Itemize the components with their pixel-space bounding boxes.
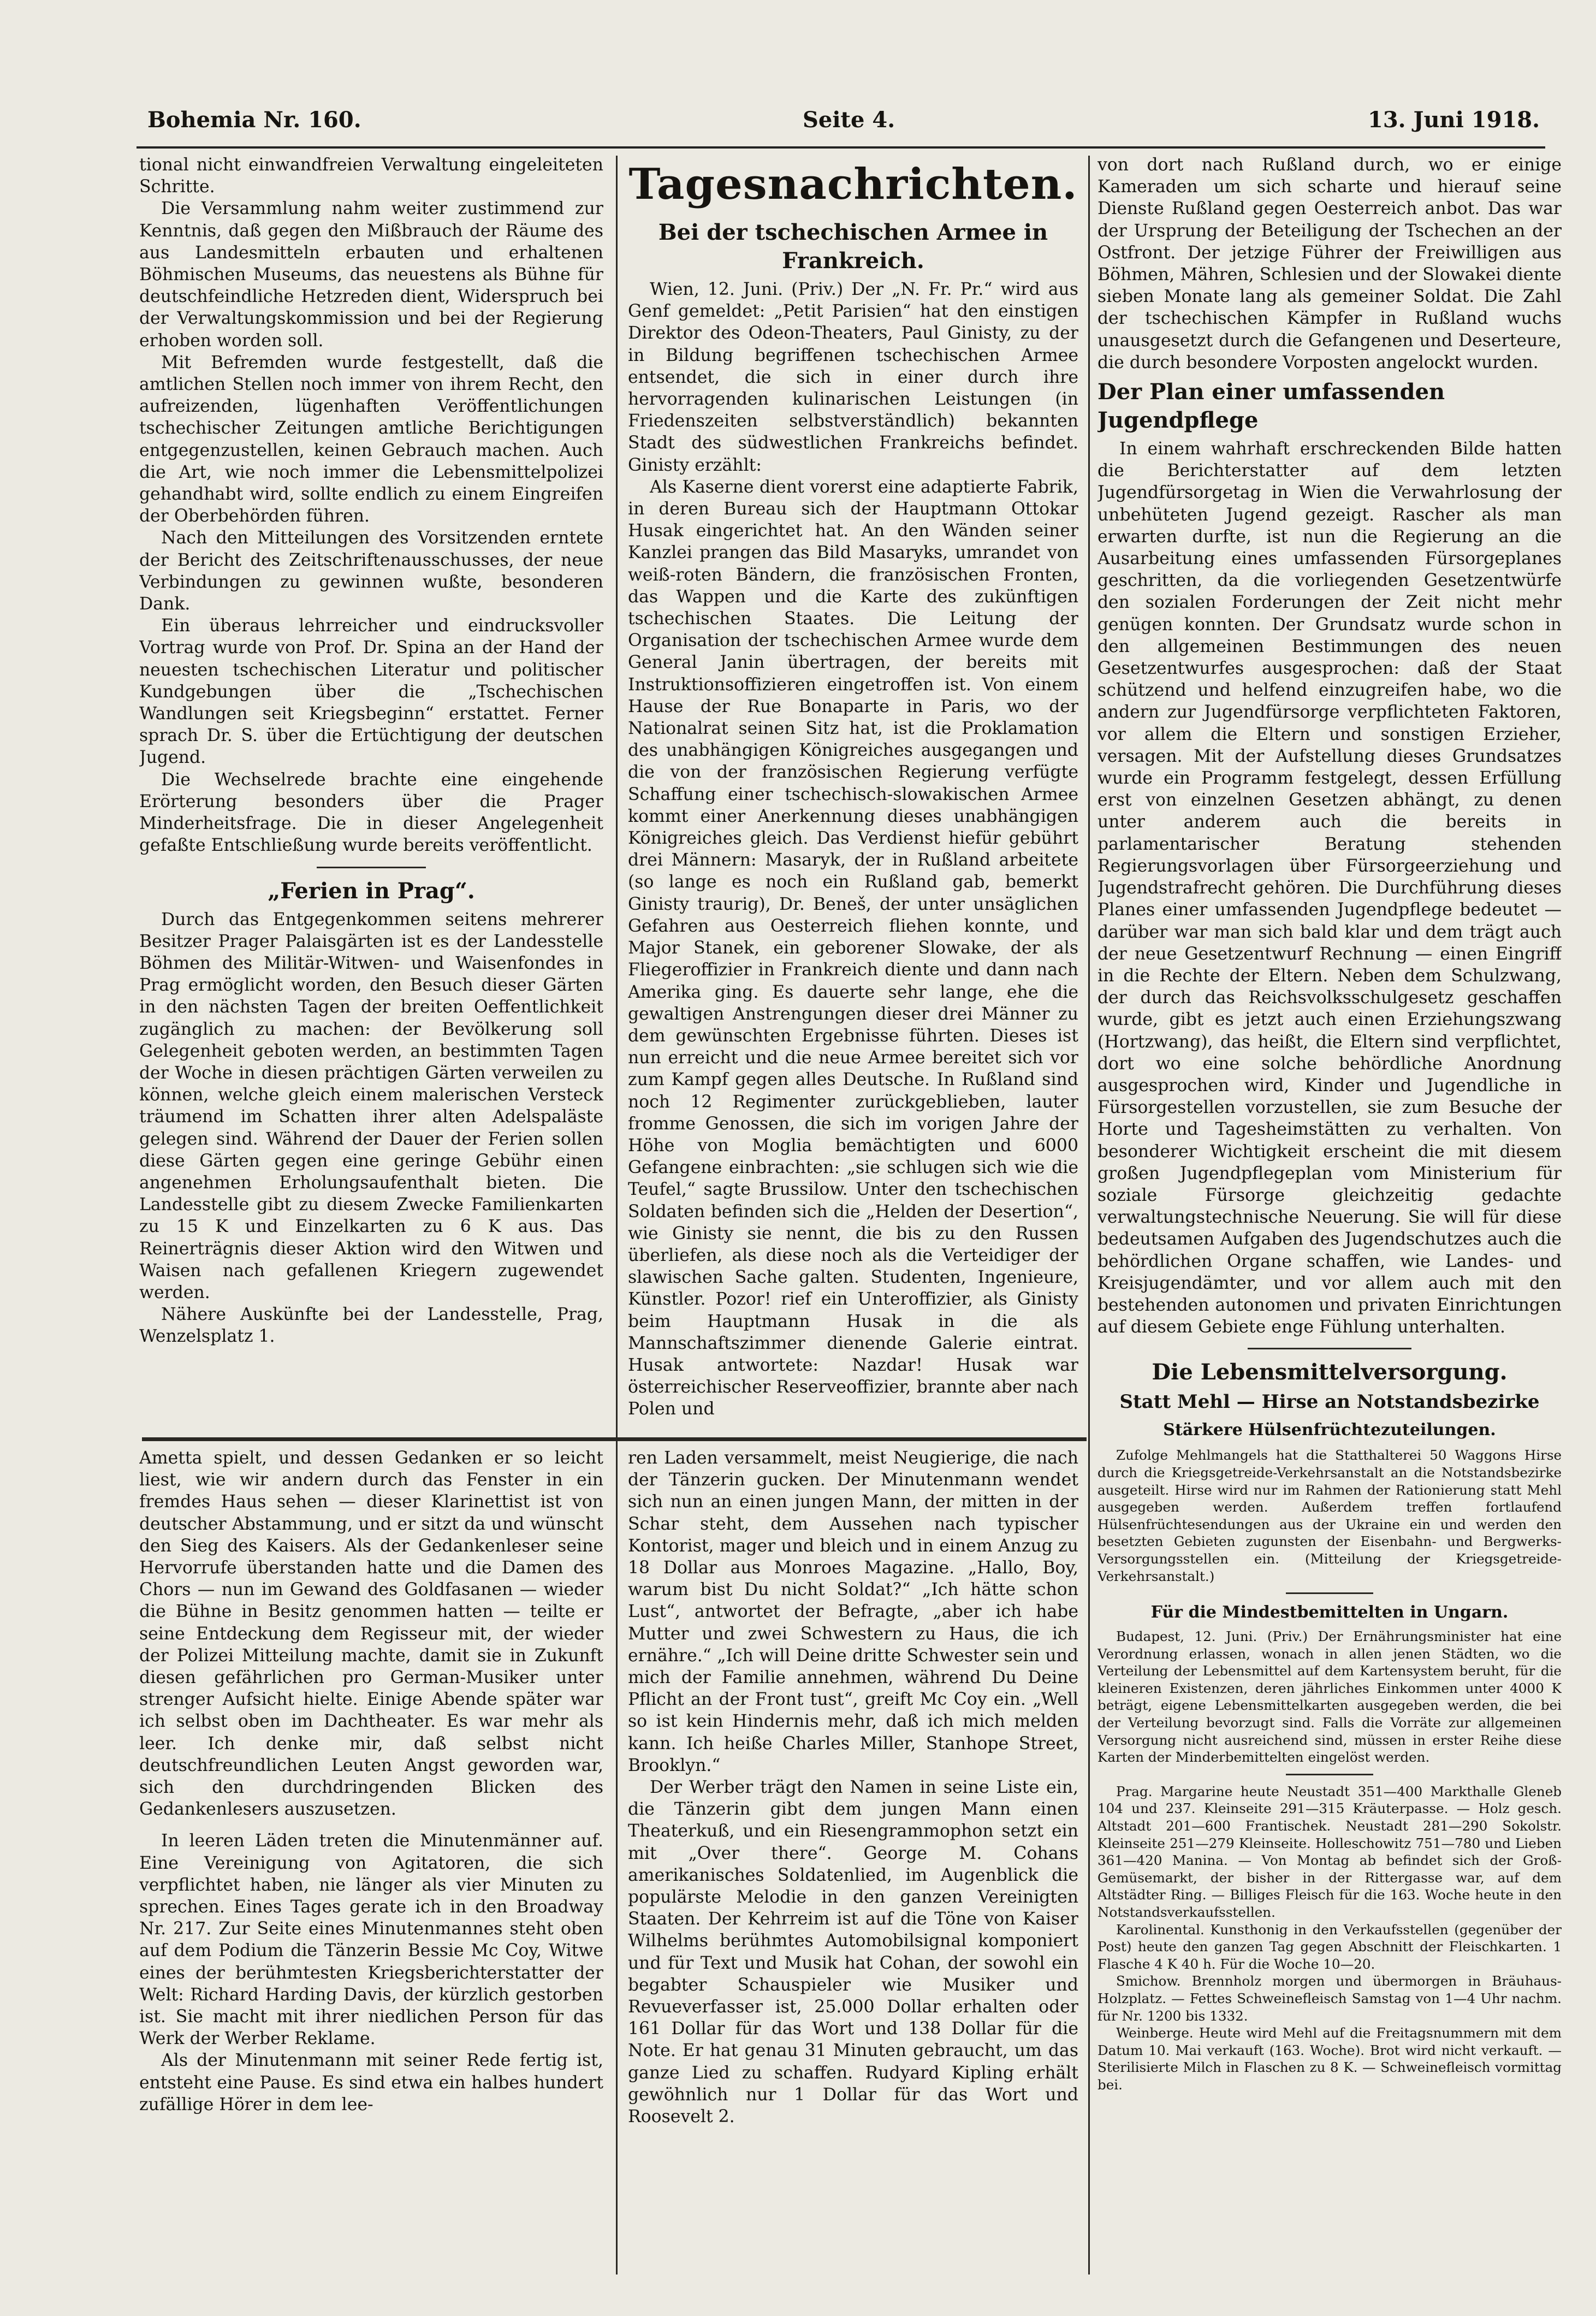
notice-separator xyxy=(1286,1774,1373,1775)
article-separator xyxy=(1248,1348,1411,1349)
lebensmittel-notice-block xyxy=(1097,1447,1562,2093)
article-paragraph: Als Kaserne dient vorerst eine adaptierte Fabrik, in deren Bureau sich der Hauptmann Ottokar Husak eingerichtet hat. An den Wänden seiner Kanzlei prangen das Bild Masaryks, umrandet von weiß-roten Bändern, die französischen Fronten, das Wappen und die Karte des zukünftigen tschechischen Staates. Die Leitung der Organisation der tschechischen Armee wurde dem General Janin übertragen, der bereits mit Instruktionsoffizieren eingetroffen ist. Von einem Hause der Rue Bonaparte in Paris, wo der Nationalrat seinen Sitz hat, ist die Proklamation des unabhängigen Königreiches ausgegangen und die von der französischen Regierung verfügte Schaffung einer tschechisch-slowakischen Armee kommt einer Anerkennung dieses unabhängigen Königreiches gleich. Das Verdienst hiefür gebührt drei Männern: Masaryk, der in Rußland arbeitete (so lange es noch ein Rußland gab, bemerkt Ginisty traurig), Dr. Beneš, der unter unsäglichen Gefahren aus Oesterreich fliehen konnte, und Major Stanek, ein geborener Slowake, der als Fliegeroffizier in Frankreich diente und dann nach Amerika ging. Es dauerte sehr lange, ehe die gewaltigen Anstrengungen dieser drei Männer zu dem gewünschten Ergebnisse führten. Dieses ist nun erreicht und die neue Armee bereitet sich vor zum Kampf gegen alles Deutsche. In Rußland sind noch 12 Regimenter zurückgeblieben, lauter fromme Genossen, die sich im vorigen Jahre der Höhe von Moglia bemächtigten und 6000 Gefangene einbrachten: „sie schlugen sich wie die Teufel,“ sagte Brussilow. Unter den tschechischen Soldaten befinden sich die „Helden der Desertion“, wie Ginisty sie nennt, die bis zu den Russen überliefen, als diese noch als die Verteidiger der slawischen Sache galten. Studenten, Ingenieure, Künstler. Pozor! rief ein Unteroffizier, als Ginisty beim Hauptmann Husak in die als Mannschaftszimmer dienende Galerie eintrat. Husak antwortete: Nazdar! Husak war österreichischer Reserveoffizier, brannte aber nach Polen und xyxy=(628,477,1078,1419)
huelsenfruechte-subheadline: Stärkere Hülsenfrüchtezuteilungen. xyxy=(1163,1420,1496,1440)
jugendpflege-headline: Der Plan einer umfassenden Jugendpflege xyxy=(1097,379,1445,434)
article-paragraph: Nach den Mitteilungen des Vorsitzenden erntete der Bericht des Zeitschriftenausschusses, der neue Verbindungen zu gewinnen wußte, besonderen Dank. xyxy=(139,528,603,614)
feuilleton-paragraph: Als der Minutenmann mit seiner Rede fertig ist, entsteht eine Pause. Es sind etwa ein halbes hundert zufällige Hörer in dem lee- xyxy=(139,2051,603,2114)
column-1-top xyxy=(139,154,603,1435)
notice-paragraph: Zufolge Mehlmangels hat die Statthalterei 50 Waggons Hirse durch die Kriegsgetreide-Verkehrsanstalt an die Notstandsbezirke ausgeteilt. Hirse wird nur im Rahmen der Rationierung statt Mehl ausgegeben werden. Außerdem treffen fortlaufend Hülsenfrüchtesendungen aus der Ukraine ein und werden den besetzten Gebieten zugunsten der Eisenbahn- und Bergwerks-Versorgungsstellen ein. (Mitteilung der Kriegsgetreide-Verkehrsanstalt.) xyxy=(1097,1447,1562,1584)
notice-separator xyxy=(1286,1592,1373,1594)
column-3 xyxy=(1097,154,1562,2281)
article-continued-paragraph: von dort nach Rußland durch, wo er einige Kameraden um sich scharte und hierauf seine Dienste Rußland gegen Oesterreich anbot. Das war der Ursprung der Beteiligung der Tschechen an der Ostfront. Der jetzige Führer der Freiwilligen aus Böhmen, Mähren, Schlesien und der Slowakei diente sieben Monate lang als gemeiner Soldat. Die Zahl der tschechischen Kämpfer in Rußland wuchs unausgesetzt durch die Gefangenen und Deserteure, die durch besondere Vorposten angelockt wurden. xyxy=(1097,155,1562,372)
column-2-feuilleton xyxy=(628,1447,1078,2283)
feuilleton-paragraph: Der Werber trägt den Namen in seine Liste ein, die Tänzerin gibt dem jungen Mann einen Theaterkuß, und ein Riesengrammophon setzt ein mit „Over there“. George M. Cohans amerikanisches Soldatenlied, im Augenblick die populärste Melodie in den ganzen Vereinigten Staaten. Der Kehrreim ist auf die Töne von Kaiser Wilhelms berühmtes Automobilsignal komponiert und für Text und Musik hat Cohan, der sowohl ein begabter Schauspieler wie Musiker und Revueverfasser ist, 25.000 Dollar erhalten oder 161 Dollar für das Wort und 138 Dollar für die Note. Er hat genau 31 Minuten gebraucht, um das ganze Lied zu schaffen. Rudyard Kipling erhält gewöhnlich nur 1 Dollar für das Wort und Roosevelt 2. xyxy=(628,1778,1078,2127)
article-continued-paragraph: tional nicht einwandfreien Verwaltung eingeleiteten Schritte. xyxy=(139,155,603,197)
ferien-headline: „Ferien in Prag“. xyxy=(268,878,475,904)
header-date: 13. Juni 1918. xyxy=(1368,107,1540,133)
armee-headline: Bei der tschechischen Armee in Frankreich. xyxy=(658,220,1048,274)
article-paragraph: Mit Befremden wurde festgestellt, daß die amtlichen Stellen noch immer von ihrem Recht, den aufreizenden, lügenhaften Veröffentlichungen tschechischer Zeitungen amtliche Berichtigungen entgegenzustellen, keinen Gebrauch machen. Auch die Art, wie noch immer die Lebensmittelpolizei gehandhabt wird, sollte endlich zu einem Eingreifen der Oberbehörden führen. xyxy=(139,352,603,526)
article-paragraph: In einem wahrhaft erschreckenden Bilde hatten die Berichterstatter auf dem letzten Jugendfürsorgetag in Wien die Verwahrlosung der unbehüteten Jugend gezeigt. Rascher als man erwarten durfte, ist nun die Regierung an die Ausarbeitung eines umfassenden Fürsorgeplanes geschritten, da die vorliegenden Gesetzentwürfe den sozialen Forderungen der Zeit nicht mehr genügen konnten. Der Grundsatz wurde schon in den allgemeinen Bestimmungen des neuen Gesetzentwurfes ausgesprochen: daß der Staat schützend und helfend einzugreifen habe, wo die andern zur Jugendfürsorge verpflichteten Faktoren, vor allem die Eltern und sonstigen Erzieher, versagen. Mit der Aufstellung dieses Grundsatzes wurde ein Programm festgelegt, dessen Erfüllung erst von einzelnen Gesetzen abhängt, zu denen unter anderem auch die bereits in parlamentarischer Beratung stehenden Regierungsvorlagen über Fürsorgeerziehung und Jugendstrafrecht gehören. Die Durchführung dieses Planes einer umfassenden Jugendpflege bedeutet — darüber war man sich bald klar und dem trägt auch der neue Gesetzentwurf Rechnung — einen Eingriff in die Rechte der Eltern. Neben dem Schulzwang, der durch das Reichsvolksschulgesetz geschaffen wurde, gibt es jetzt auch einen Erziehungszwang (Hortzwang), das heißt, die Eltern sind verpflichtet, dort wo eine solche behördliche Anordnung ausgesprochen wird, Kinder und Jugendliche in Fürsorgestellen vorzustellen, sie zum Besuche der Horte und Tagesheimstätten zu verhalten. Von besonderer Wichtigkeit erscheint die mit diesem großen Jugendpflegeplan vom Ministerium für soziale Fürsorge gleichzeitig gedachte verwaltungstechnische Neuerung. Sie will für diese bedeutsamen Aufgaben des Jugendschutzes auch die behördlichen Organe schaffen, wie Landes- und Kreisjugendämter, und vor allem auch mit den bestehenden autonomen und privaten Einrichtungen auf diesem Gebiete enge Fühlung unterhalten. xyxy=(1097,439,1562,1337)
column-rule-2 xyxy=(1088,156,1090,2274)
header-rule xyxy=(137,146,1545,149)
article-paragraph: Die Versammlung nahm weiter zustimmend zur Kenntnis, daß gegen den Mißbrauch der Räume des aus Landesmitteln erbauten und erhaltenen Böhmischen Museums, das neuestens als Bühne für deutschfeindliche Hetzreden dient, Widerspruch bei der Verwaltungskommission und bei der Regierung erhoben worden soll. xyxy=(139,199,603,351)
notice-paragraph: Karolinental. Kunsthonig in den Verkaufsstellen (gegenüber der Post) heute den ganzen Tag gegen Abschnitt der Fleischkarten. 1 Flasche 4 K 40 h. Für die Woche 10—20. xyxy=(1097,1921,1562,1972)
column-1-feuilleton xyxy=(139,1447,603,2283)
notice-paragraph: Prag. Margarine heute Neustadt 351—400 Markthalle Gleneb 104 und 237. Kleinseite 291—315 Kräuterpasse. — Holz gesch. Altstadt 201—600 Frantischek. Neustadt 281—290 Sokolstr. Kleinseite 251—279 Kleinseite. Holleschowitz 751—780 und Lieben 361—420 Manina. — Von Montag ab befindet sich der Groß-Gemüsemarkt, der bisher in der Rittergasse war, auf dem Altstädter Ring. — Billiges Fleisch für die 163. Woche heute in den Notstandsverkaufsstellen. xyxy=(1097,1783,1562,1921)
header-newspaper-issue: Bohemia Nr. 160. xyxy=(147,107,361,133)
article-paragraph: Wien, 12. Juni. (Priv.) Der „N. Fr. Pr.“ wird aus Genf gemeldet: „Petit Parisien“ hat den einstigen Direktor des Odeon-Theaters, Paul Ginisty, zu der in Bildung begriffenen tschechischen Armee entsendet, die sich in einer durch ihre hervorragenden kulinarischen Leistungen (in Friedenszeiten selbstverständlich) bekannten Stadt des südwestlichen Frankreichs befindet. Ginisty erzählt: xyxy=(628,280,1078,475)
article-paragraph: Die Wechselrede brachte eine eingehende Erörterung besonders über die Prager Minderheitsfrage. Die in dieser Angelegenheit gefaßte Entschließung wurde bereits veröffentlicht. xyxy=(139,769,603,856)
section-divider-rule xyxy=(142,1437,1087,1441)
column-rule-1 xyxy=(616,156,618,2274)
article-paragraph: Nähere Auskünfte bei der Landesstelle, Prag, Wenzelsplatz 1. xyxy=(139,1305,603,1347)
feuilleton-paragraph: In leeren Läden treten die Minutenmänner auf. Eine Vereinigung von Agitatoren, die sich verpflichtet haben, nie länger als vier Minuten zu sprechen. Eines Tages gerate ich in den Broadway Nr. 217. Zur Seite eines Minutenmannes steht oben auf dem Podium die Tänzerin Bessie Mc Coy, Witwe eines der berühmtesten Kriegsberichterstatter der Welt: Richard Harding Davis, der kürzlich gestorben ist. Sie macht mit ihrer niedlichen Person für das Werk der Werber Reklame. xyxy=(139,1831,603,2049)
notice-paragraph: Weinberge. Heute wird Mehl auf die Freitagsnummern mit dem Datum 10. Mai verkauft (163. Woche). Brot wird nicht verkauft. — Sterilisierte Milch in Flaschen zu 8 K. — Schweinefleisch vormittag bei. xyxy=(1097,2025,1562,2093)
lebensmittel-headline: Die Lebensmittelversorgung. xyxy=(1152,1359,1508,1385)
hirse-subheadline: Statt Mehl — Hirse an Notstandsbezirke xyxy=(1119,1391,1540,1413)
feuilleton-paragraph: Ametta spielt, und dessen Gedanken er so leicht liest, wie wir andern durch das Fenster in ein fremdes Haus sehen — dieser Klarinettist ist von deutscher Abstammung, und er sitzt da und wünscht den Sieg des Kaisers. Als der Gedankenleser seine Hervorrufe überstanden hatte und die Damen des Chors — nun im Gewand des Goldfasanen — wieder die Bühne in Besitz genommen hatten — teilte er seine Entdeckung dem Regisseur mit, der wieder der Polizei Mitteilung machte, damit sie in Zukunft diesen gefährlichen pro German-Musiker unter strenger Aufsicht hielte. Einige Abende später war ich selbst oben im Dachtheater. Es war mehr als leer. Ich denke mir, daß selbst nicht deutschfreundlichen Leuten Angst geworden war, sich den durchdringenden Blicken des Gedankenlesers auszusetzen. xyxy=(139,1448,603,1820)
mindestbemittelte-headline: Für die Mindestbemittelten in Ungarn. xyxy=(1150,1603,1509,1622)
page-header xyxy=(147,107,1540,140)
notice-paragraph: Budapest, 12. Juni. (Priv.) Der Ernährungsminister hat eine Verordnung erlassen, wonach in allen jenen Städten, wo die Verteilung der Lebensmittel auf dem Kartensystem beruht, für die kleineren Existenzen, deren jährliches Einkommen unter 4000 K beträgt, eigene Lebensmittelkarten ausgegeben werden, die bei der Verteilung bevorzugt sind. Falls die Vorräte zur allgemeinen Versorgung nicht ausreichend sind, müssen in erster Reihe diese Karten der Minderbemittelten eingelöst werden. xyxy=(1097,1628,1562,1766)
article-paragraph: Durch das Entgegenkommen seitens mehrerer Besitzer Prager Palaisgärten ist es der Landesstelle Böhmen des Militär-Witwen- und Waisenfondes in Prag ermöglicht worden, den Besuch dieser Gärten in den nächsten Tagen der breiten Oeffentlichkeit zugänglich zu machen: der Bevölkerung soll Gelegenheit geboten werden, an bestimmten Tagen der Woche in diesen prächtigen Gärten verweilen zu können, welche gleich einem malerischen Versteck träumend im Schatten ihrer alten Adelspaläste gelegen sind. Während der Dauer der Ferien sollen diese Gärten gegen eine geringe Gebühr einen angenehmen Erholungsaufenthalt bieten. Die Landesstelle gibt zu diesem Zwecke Familienkarten zu 15 K und Einzelkarten zu 6 K aus. Das Reinerträgnis dieser Aktion wird den Witwen und Waisen nach gefallenen Kriegern zugewendet werden. xyxy=(139,909,603,1302)
notice-paragraph: Smichow. Brennholz morgen und übermorgen in Bräuhaus-Holzplatz. — Fettes Schweinefleisch Samstag von 1—4 Uhr nachm. für Nr. 1200 bis 1332. xyxy=(1097,1973,1562,2024)
header-page-number: Seite 4. xyxy=(803,107,895,133)
article-separator xyxy=(317,867,426,868)
feuilleton-paragraph: ren Laden versammelt, meist Neugierige, die nach der Tänzerin gucken. Der Minutenmann wendet sich nun an einen jungen Mann, der mitten in der Schar steht, dem Aussehen nach typischer Kontorist, mager und bleich und in einem Anzug zu 18 Dollar aus Monroes Magazine. „Hallo, Boy, warum bist Du nicht Soldat?“ „Ich hätte schon Lust“, antwortet der Befragte, „aber ich habe Mutter und zwei Schwestern zu Haus, die ich ernähre.“ „Ich will Deine dritte Schwester sein und mich der Familie annehmen, während Du Deine Pflicht an der Front tust“, greift Mc Coy ein. „Well so ist kein Hindernis mehr, daß ich mich melden kann. Ich heiße Charles Miller, Stanhope Street, Brooklyn.“ xyxy=(628,1448,1078,1775)
column-2-top xyxy=(628,154,1078,1435)
article-paragraph: Ein überaus lehrreicher und eindrucksvoller Vortrag wurde von Prof. Dr. Spina an der Hand der neuesten tschechischen Literatur und politischer Kundgebungen über die „Tschechischen Wandlungen seit Kriegsbeginn“ erstattet. Ferner sprach Dr. S. über die Ertüchtigung der deutschen Jugend. xyxy=(139,616,603,768)
section-masthead: Tagesnachrichten. xyxy=(628,159,1078,209)
